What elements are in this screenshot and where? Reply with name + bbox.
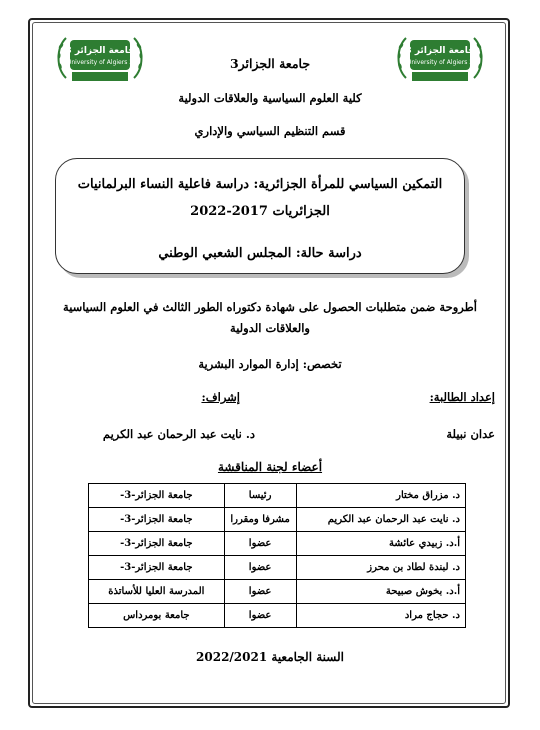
member-institution: جامعة الجزائر-3- bbox=[89, 484, 225, 508]
table-row bbox=[89, 604, 466, 628]
member-name: د. لبندة لطاد بن محرز bbox=[296, 556, 465, 580]
table-row bbox=[89, 508, 466, 532]
table-row bbox=[89, 484, 466, 508]
specialization: تخصص: إدارة الموارد البشرية bbox=[198, 357, 342, 371]
member-institution: جامعة الجزائر-3- bbox=[89, 556, 225, 580]
logo-english-text: University of Algiers 3 bbox=[406, 59, 474, 66]
member-name: د. نايت عبد الرحمان عبد الكريم bbox=[296, 508, 465, 532]
member-institution: جامعة الجزائر-3- bbox=[89, 508, 225, 532]
logo-arabic-text: جامعة الجزائر 3 bbox=[405, 46, 475, 56]
member-institution: جامعة بومرداس bbox=[89, 604, 225, 628]
member-institution: المدرسة العليا للأساتذة bbox=[89, 580, 225, 604]
case-study-line: دراسة حالة: المجلس الشعبي الوطني bbox=[158, 246, 362, 261]
member-name: أ.د. بخوش صبيحة bbox=[296, 580, 465, 604]
thesis-description-line-2: والعلاقات الدولية bbox=[230, 321, 310, 335]
table-row bbox=[89, 532, 466, 556]
student-name: عدان نبيلة bbox=[446, 427, 495, 441]
member-name: د. مزراق مختار bbox=[296, 484, 465, 508]
supervision-label: إشراف: bbox=[201, 390, 240, 404]
member-role: عضوا bbox=[224, 580, 296, 604]
supervisor-name: د. نايت عبد الرحمان عبد الكريم bbox=[102, 427, 255, 441]
prepared-by-label: إعداد الطالبة: bbox=[429, 390, 495, 404]
member-role: رئيسا bbox=[224, 484, 296, 508]
thesis-description-line-1: أطروحة ضمن متطلبات الحصول على شهادة دكتوراه الطور الثالث في العلوم السياسية bbox=[63, 300, 477, 314]
logo-arabic-text: جامعة الجزائر 3 bbox=[65, 46, 135, 56]
member-name: أ.د. زبيدي عائشة bbox=[296, 532, 465, 556]
thesis-title-line-1: التمكين السياسي للمرأة الجزائرية: دراسة فاعلية النساء البرلمانيات bbox=[77, 177, 443, 192]
committee-table bbox=[88, 483, 466, 628]
thesis-title-line-2: الجزائريات 2017-2022 bbox=[190, 204, 330, 219]
member-institution: جامعة الجزائر-3- bbox=[89, 532, 225, 556]
academic-year: السنة الجامعية 2022/2021 bbox=[196, 650, 344, 664]
logo-english-text: University of Algiers 3 bbox=[66, 59, 134, 66]
member-role: عضوا bbox=[224, 532, 296, 556]
member-name: د. حجاج مراد bbox=[296, 604, 465, 628]
department-name: قسم التنظيم السياسي والإداري bbox=[194, 124, 346, 138]
table-row bbox=[89, 580, 466, 604]
member-role: عضوا bbox=[224, 556, 296, 580]
university-name: جامعة الجزائر3 bbox=[229, 56, 311, 71]
member-role: مشرفا ومقررا bbox=[224, 508, 296, 532]
faculty-name: كلية العلوم السياسية والعلاقات الدولية bbox=[178, 91, 362, 105]
table-row bbox=[89, 556, 466, 580]
committee-title: أعضاء لجنة المناقشة bbox=[217, 460, 323, 474]
member-role: عضوا bbox=[224, 604, 296, 628]
